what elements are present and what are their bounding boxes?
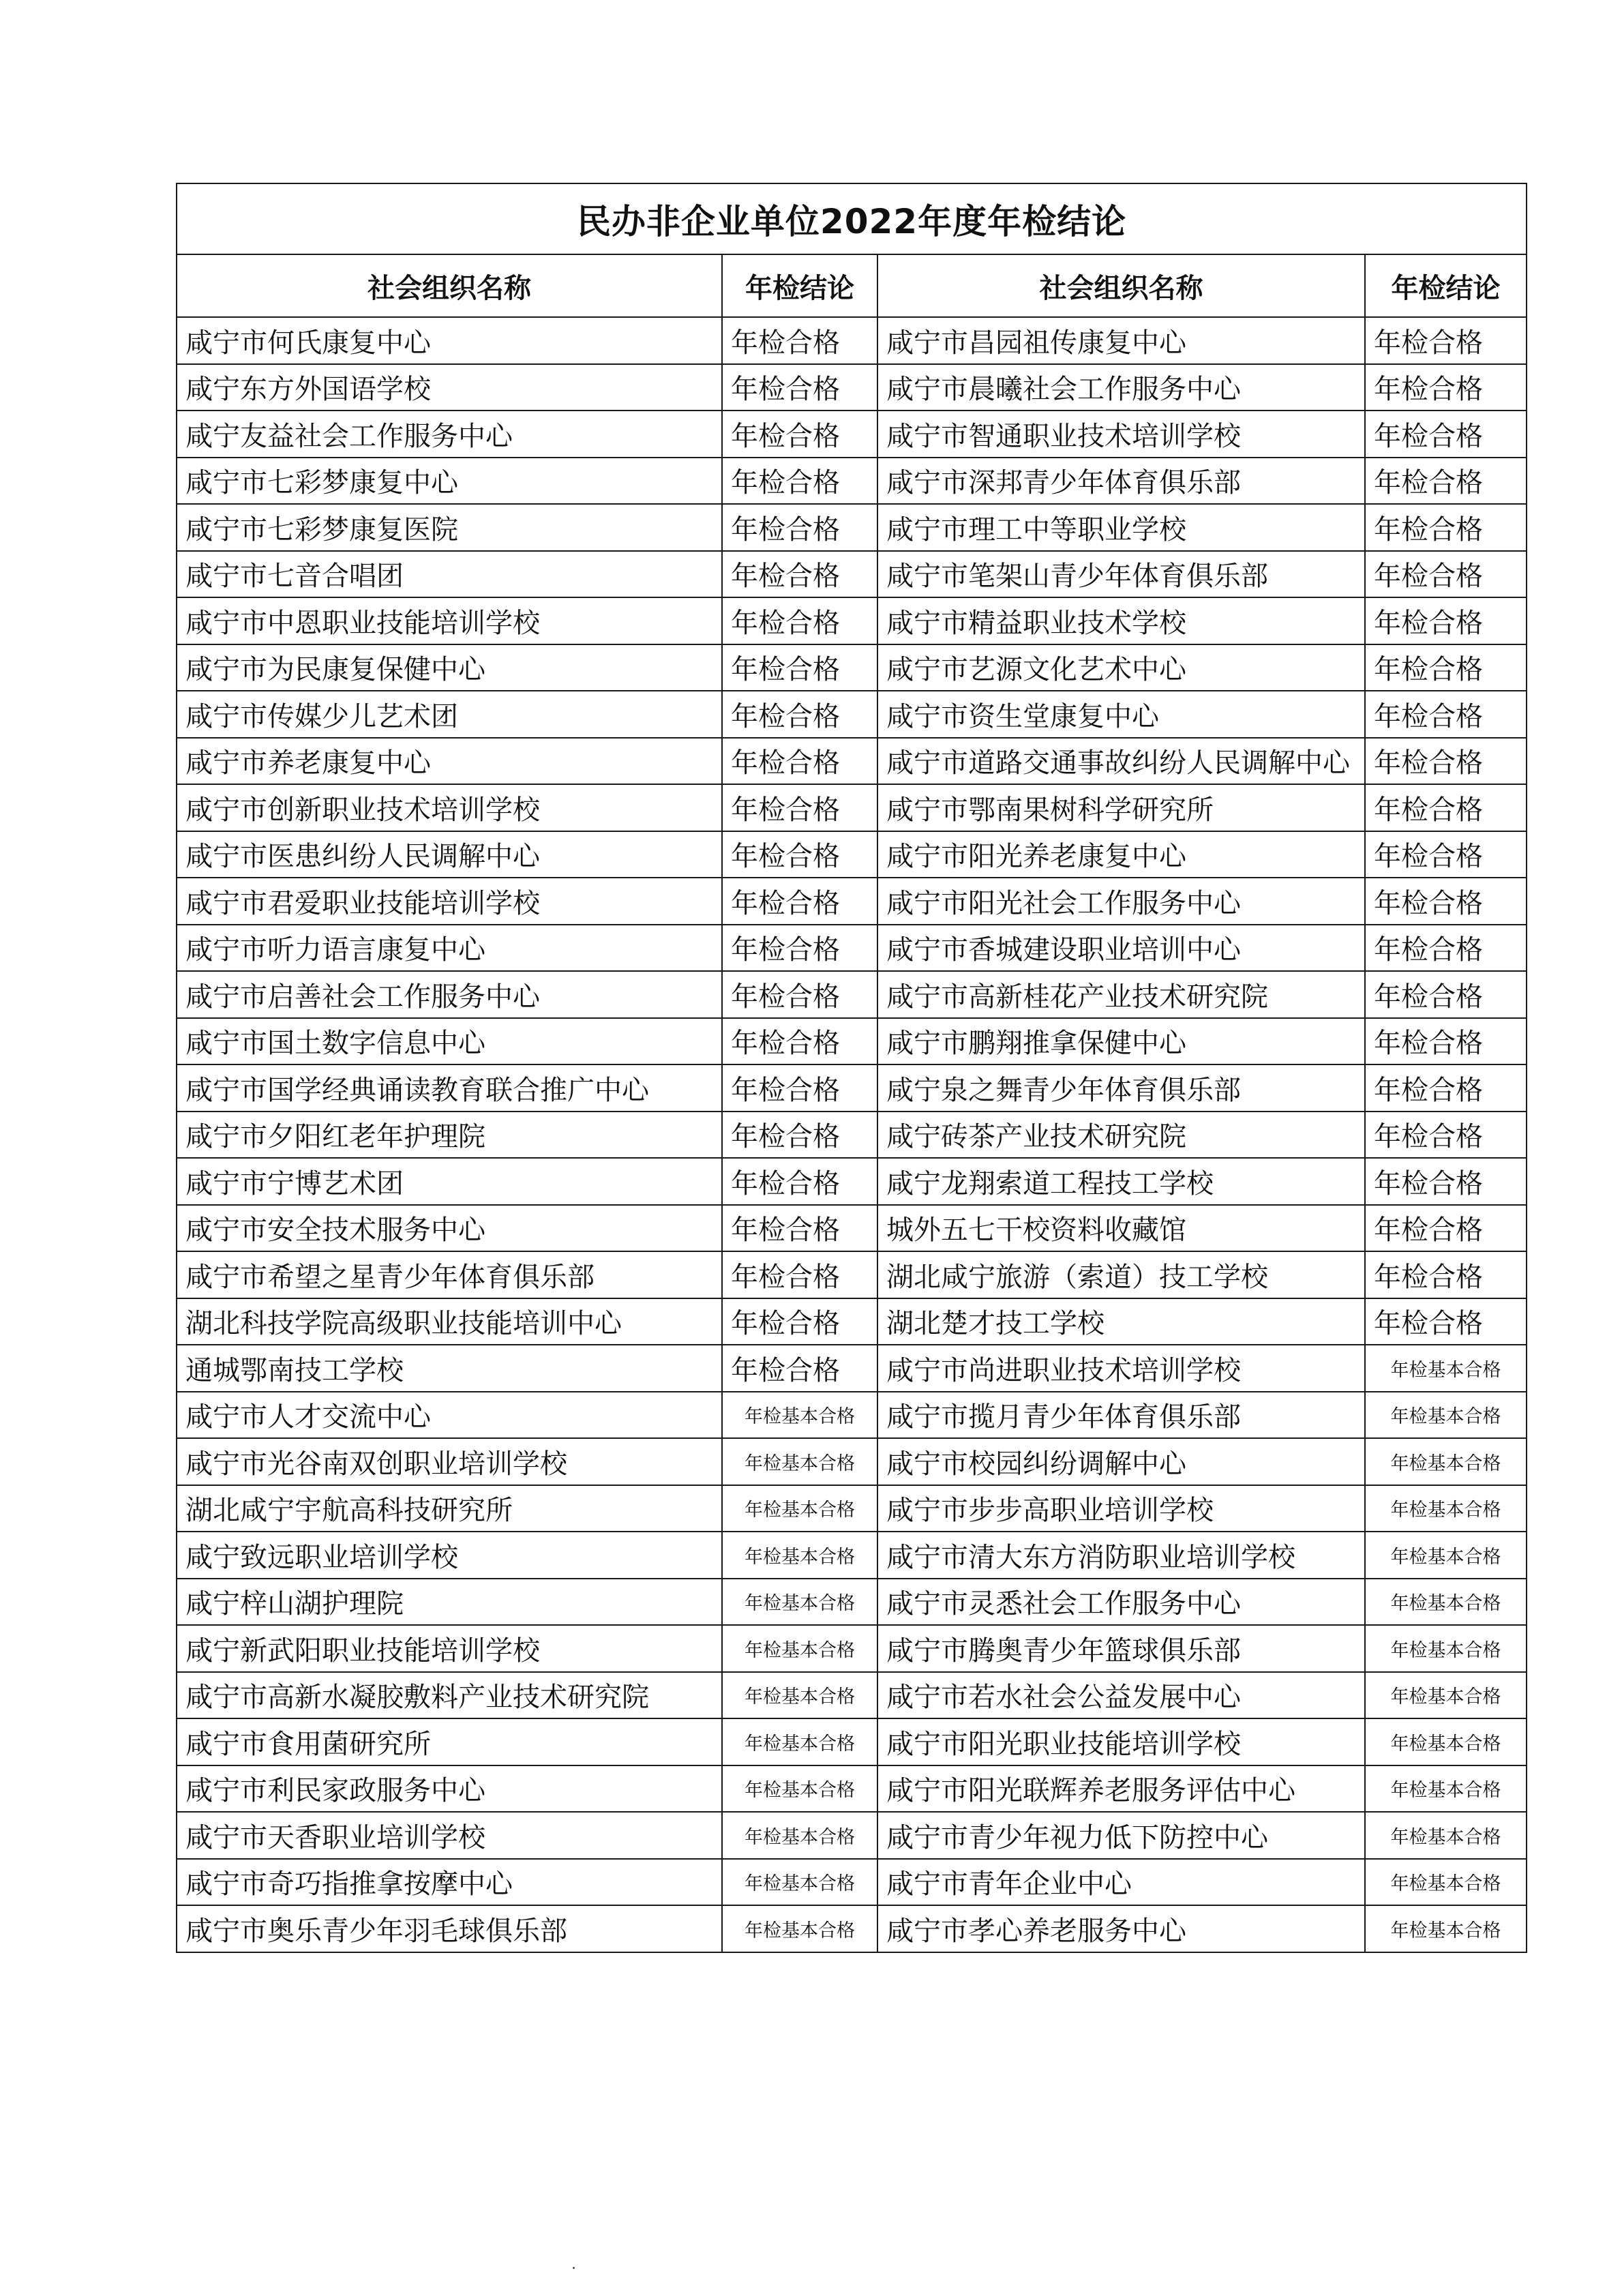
table-row <box>177 738 1527 785</box>
table-row <box>177 1812 1527 1859</box>
result-left: 年检合格 <box>722 784 877 831</box>
table-row <box>177 1718 1527 1765</box>
org-name-left: 咸宁市国学经典诵读教育联合推广中心 <box>177 1064 722 1112</box>
org-name-left: 咸宁市启善社会工作服务中心 <box>177 971 722 1018</box>
org-name-right: 咸宁市精益职业技术学校 <box>877 597 1365 644</box>
annual-inspection-table <box>176 183 1527 1953</box>
result-left: 年检合格 <box>722 691 877 738</box>
org-name-left: 通城鄂南技工学校 <box>177 1345 722 1392</box>
result-left: 年检合格 <box>722 1112 877 1159</box>
table-row <box>177 1018 1527 1065</box>
result-left: 年检合格 <box>722 925 877 972</box>
result-left: 年检基本合格 <box>722 1765 877 1813</box>
header-org-name-right: 社会组织名称 <box>877 254 1365 317</box>
result-left: 年检合格 <box>722 458 877 505</box>
org-name-right: 咸宁市智通职业技术培训学校 <box>877 411 1365 458</box>
table-row <box>177 784 1527 831</box>
result-left: 年检合格 <box>722 1158 877 1205</box>
org-name-left: 咸宁市奥乐青少年羽毛球俱乐部 <box>177 1905 722 1952</box>
result-left: 年检基本合格 <box>722 1392 877 1439</box>
result-left: 年检合格 <box>722 971 877 1018</box>
table-row <box>177 1672 1527 1719</box>
org-name-right: 咸宁市晨曦社会工作服务中心 <box>877 364 1365 411</box>
org-name-right: 咸宁市灵悉社会工作服务中心 <box>877 1579 1365 1626</box>
result-left: 年检基本合格 <box>722 1532 877 1579</box>
result-left: 年检基本合格 <box>722 1812 877 1859</box>
result-left: 年检合格 <box>722 504 877 551</box>
table-row <box>177 691 1527 738</box>
org-name-right: 湖北楚才技工学校 <box>877 1298 1365 1345</box>
result-left: 年检合格 <box>722 1251 877 1298</box>
result-left: 年检基本合格 <box>722 1438 877 1485</box>
org-name-right: 咸宁泉之舞青少年体育俱乐部 <box>877 1064 1365 1112</box>
result-right: 年检合格 <box>1365 831 1527 878</box>
result-left: 年检合格 <box>722 551 877 598</box>
org-name-left: 咸宁市养老康复中心 <box>177 738 722 785</box>
org-name-left: 咸宁市为民康复保健中心 <box>177 644 722 691</box>
result-left: 年检基本合格 <box>722 1672 877 1719</box>
org-name-right: 咸宁砖茶产业技术研究院 <box>877 1112 1365 1159</box>
org-name-left: 咸宁市国土数字信息中心 <box>177 1018 722 1065</box>
org-name-left: 咸宁市奇巧指推拿按摩中心 <box>177 1859 722 1906</box>
header-result-left: 年检结论 <box>722 254 877 317</box>
result-right: 年检基本合格 <box>1365 1625 1527 1672</box>
result-right: 年检基本合格 <box>1365 1859 1527 1906</box>
table-row <box>177 504 1527 551</box>
table-row <box>177 1251 1527 1298</box>
header-result-right: 年检结论 <box>1365 254 1527 317</box>
result-left: 年检基本合格 <box>722 1625 877 1672</box>
result-right: 年检合格 <box>1365 458 1527 505</box>
result-right: 年检合格 <box>1365 551 1527 598</box>
result-left: 年检基本合格 <box>722 1579 877 1626</box>
header-org-name-left: 社会组织名称 <box>177 254 722 317</box>
result-right: 年检合格 <box>1365 1064 1527 1112</box>
org-name-left: 咸宁市传媒少儿艺术团 <box>177 691 722 738</box>
org-name-right: 咸宁市青年企业中心 <box>877 1859 1365 1906</box>
table-row <box>177 364 1527 411</box>
result-left: 年检合格 <box>722 644 877 691</box>
result-right: 年检基本合格 <box>1365 1579 1527 1626</box>
result-left: 年检基本合格 <box>722 1905 877 1952</box>
result-left: 年检合格 <box>722 831 877 878</box>
table-row <box>177 644 1527 691</box>
table-row <box>177 1859 1527 1906</box>
result-left: 年检合格 <box>722 1205 877 1252</box>
result-left: 年检合格 <box>722 1345 877 1392</box>
org-name-right: 咸宁市笔架山青少年体育俱乐部 <box>877 551 1365 598</box>
org-name-left: 咸宁市中恩职业技能培训学校 <box>177 597 722 644</box>
result-right: 年检基本合格 <box>1365 1812 1527 1859</box>
result-right: 年检合格 <box>1365 784 1527 831</box>
org-name-left: 咸宁市听力语言康复中心 <box>177 925 722 972</box>
result-right: 年检合格 <box>1365 971 1527 1018</box>
org-name-left: 咸宁市天香职业培训学校 <box>177 1812 722 1859</box>
org-name-left: 咸宁市七彩梦康复中心 <box>177 458 722 505</box>
result-left: 年检合格 <box>722 1064 877 1112</box>
header-row <box>177 254 1527 317</box>
result-right: 年检基本合格 <box>1365 1345 1527 1392</box>
result-right: 年检合格 <box>1365 364 1527 411</box>
org-name-right: 咸宁市高新桂花产业技术研究院 <box>877 971 1365 1018</box>
org-name-left: 咸宁市安全技术服务中心 <box>177 1205 722 1252</box>
result-right: 年检合格 <box>1365 878 1527 925</box>
org-name-left: 咸宁新武阳职业技能培训学校 <box>177 1625 722 1672</box>
result-right: 年检基本合格 <box>1365 1765 1527 1813</box>
org-name-right: 咸宁市鹏翔推拿保健中心 <box>877 1018 1365 1065</box>
org-name-left: 咸宁市七音合唱团 <box>177 551 722 598</box>
table-body <box>177 317 1527 1952</box>
table-row <box>177 1205 1527 1252</box>
org-name-left: 咸宁市希望之星青少年体育俱乐部 <box>177 1251 722 1298</box>
org-name-right: 咸宁市深邦青少年体育俱乐部 <box>877 458 1365 505</box>
result-right: 年检合格 <box>1365 738 1527 785</box>
org-name-left: 咸宁市七彩梦康复医院 <box>177 504 722 551</box>
result-left: 年检合格 <box>722 597 877 644</box>
table-title: 民办非企业单位2022年度年检结论 <box>177 183 1527 254</box>
result-left: 年检合格 <box>722 317 877 364</box>
org-name-right: 咸宁市香城建设职业培训中心 <box>877 925 1365 972</box>
org-name-left: 咸宁市人才交流中心 <box>177 1392 722 1439</box>
org-name-right: 咸宁市道路交通事故纠纷人民调解中心 <box>877 738 1365 785</box>
result-right: 年检合格 <box>1365 1018 1527 1065</box>
result-right: 年检合格 <box>1365 1112 1527 1159</box>
table-row <box>177 411 1527 458</box>
title-row <box>177 183 1527 254</box>
org-name-right: 咸宁市阳光职业技能培训学校 <box>877 1718 1365 1765</box>
org-name-right: 咸宁市清大东方消防职业培训学校 <box>877 1532 1365 1579</box>
org-name-right: 咸宁市鄂南果树科学研究所 <box>877 784 1365 831</box>
org-name-left: 咸宁市高新水凝胶敷料产业技术研究院 <box>177 1672 722 1719</box>
result-right: 年检合格 <box>1365 504 1527 551</box>
org-name-left: 咸宁市食用菌研究所 <box>177 1718 722 1765</box>
table-row <box>177 1485 1527 1532</box>
org-name-left: 咸宁市君爱职业技能培训学校 <box>177 878 722 925</box>
org-name-right: 咸宁市阳光养老康复中心 <box>877 831 1365 878</box>
org-name-left: 咸宁友益社会工作服务中心 <box>177 411 722 458</box>
table-row <box>177 1532 1527 1579</box>
result-right: 年检基本合格 <box>1365 1532 1527 1579</box>
result-right: 年检基本合格 <box>1365 1438 1527 1485</box>
result-left: 年检合格 <box>722 878 877 925</box>
org-name-left: 咸宁梓山湖护理院 <box>177 1579 722 1626</box>
table-row <box>177 1579 1527 1626</box>
result-right: 年检基本合格 <box>1365 1485 1527 1532</box>
org-name-right: 湖北咸宁旅游（索道）技工学校 <box>877 1251 1365 1298</box>
org-name-left: 咸宁致远职业培训学校 <box>177 1532 722 1579</box>
org-name-left: 湖北咸宁宇航高科技研究所 <box>177 1485 722 1532</box>
table-row <box>177 1158 1527 1205</box>
result-right: 年检合格 <box>1365 644 1527 691</box>
org-name-right: 咸宁市青少年视力低下防控中心 <box>877 1812 1365 1859</box>
org-name-left: 咸宁市光谷南双创职业培训学校 <box>177 1438 722 1485</box>
org-name-right: 咸宁市艺源文化艺术中心 <box>877 644 1365 691</box>
result-left: 年检合格 <box>722 411 877 458</box>
result-left: 年检基本合格 <box>722 1718 877 1765</box>
org-name-right: 咸宁市阳光社会工作服务中心 <box>877 878 1365 925</box>
org-name-right: 咸宁市尚进职业技术培训学校 <box>877 1345 1365 1392</box>
table-row <box>177 1625 1527 1672</box>
result-left: 年检合格 <box>722 364 877 411</box>
table-row <box>177 458 1527 505</box>
result-right: 年检基本合格 <box>1365 1392 1527 1439</box>
table-row <box>177 1765 1527 1813</box>
org-name-left: 咸宁市夕阳红老年护理院 <box>177 1112 722 1159</box>
table-row <box>177 1345 1527 1392</box>
result-right: 年检合格 <box>1365 597 1527 644</box>
result-right: 年检合格 <box>1365 1158 1527 1205</box>
table-row <box>177 317 1527 364</box>
table-row <box>177 1438 1527 1485</box>
table-row <box>177 1112 1527 1159</box>
org-name-right: 咸宁市步步高职业培训学校 <box>877 1485 1365 1532</box>
table-row <box>177 1905 1527 1952</box>
result-left: 年检基本合格 <box>722 1485 877 1532</box>
org-name-right: 咸宁龙翔索道工程技工学校 <box>877 1158 1365 1205</box>
table-row <box>177 925 1527 972</box>
org-name-right: 咸宁市腾奥青少年篮球俱乐部 <box>877 1625 1365 1672</box>
org-name-right: 咸宁市理工中等职业学校 <box>877 504 1365 551</box>
org-name-left: 咸宁市何氏康复中心 <box>177 317 722 364</box>
table-row <box>177 597 1527 644</box>
result-right: 年检合格 <box>1365 317 1527 364</box>
result-left: 年检基本合格 <box>722 1859 877 1906</box>
result-left: 年检合格 <box>722 738 877 785</box>
result-right: 年检合格 <box>1365 691 1527 738</box>
org-name-right: 咸宁市阳光联辉养老服务评估中心 <box>877 1765 1365 1813</box>
result-right: 年检合格 <box>1365 411 1527 458</box>
org-name-left: 咸宁市创新职业技术培训学校 <box>177 784 722 831</box>
table-row <box>177 1298 1527 1345</box>
table-row <box>177 971 1527 1018</box>
result-right: 年检基本合格 <box>1365 1718 1527 1765</box>
footer-mark: . <box>571 2256 576 2273</box>
org-name-right: 咸宁市若水社会公益发展中心 <box>877 1672 1365 1719</box>
org-name-left: 咸宁市医患纠纷人民调解中心 <box>177 831 722 878</box>
org-name-right: 咸宁市校园纠纷调解中心 <box>877 1438 1365 1485</box>
org-name-left: 咸宁市宁博艺术团 <box>177 1158 722 1205</box>
org-name-right: 咸宁市资生堂康复中心 <box>877 691 1365 738</box>
table-row <box>177 1392 1527 1439</box>
org-name-right: 咸宁市孝心养老服务中心 <box>877 1905 1365 1952</box>
result-right: 年检合格 <box>1365 1251 1527 1298</box>
table-row <box>177 551 1527 598</box>
org-name-left: 咸宁东方外国语学校 <box>177 364 722 411</box>
result-right: 年检基本合格 <box>1365 1672 1527 1719</box>
result-right: 年检合格 <box>1365 1298 1527 1345</box>
org-name-right: 咸宁市揽月青少年体育俱乐部 <box>877 1392 1365 1439</box>
result-left: 年检合格 <box>722 1298 877 1345</box>
table-row <box>177 1064 1527 1112</box>
table-row <box>177 831 1527 878</box>
result-right: 年检基本合格 <box>1365 1905 1527 1952</box>
result-left: 年检合格 <box>722 1018 877 1065</box>
org-name-right: 城外五七干校资料收藏馆 <box>877 1205 1365 1252</box>
result-right: 年检合格 <box>1365 1205 1527 1252</box>
org-name-left: 湖北科技学院高级职业技能培训中心 <box>177 1298 722 1345</box>
org-name-left: 咸宁市利民家政服务中心 <box>177 1765 722 1813</box>
org-name-right: 咸宁市昌园祖传康复中心 <box>877 317 1365 364</box>
result-right: 年检合格 <box>1365 925 1527 972</box>
table-row <box>177 878 1527 925</box>
